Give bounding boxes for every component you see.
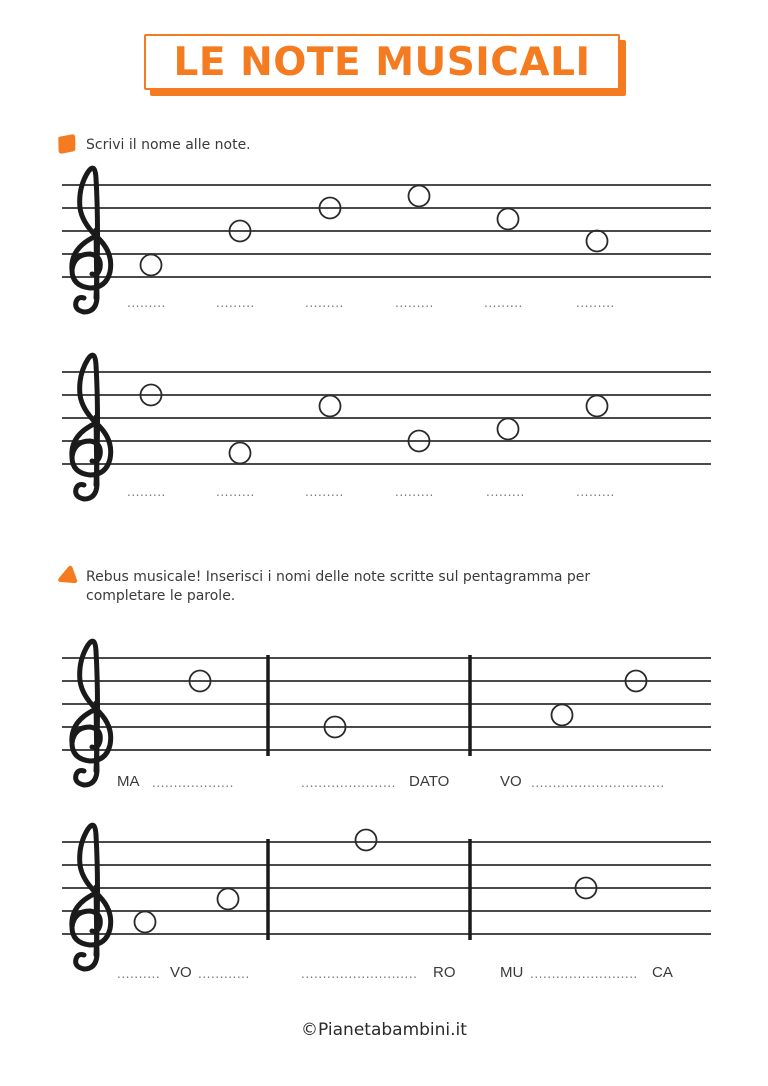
word-prefix: VO xyxy=(500,773,522,790)
staff-2 xyxy=(62,372,711,464)
word-suffix: RO xyxy=(433,964,456,981)
footer-copyright: ©Pianetabambini.it xyxy=(301,1020,467,1040)
answer-blank[interactable]: ......... xyxy=(216,296,255,310)
answer-blank[interactable]: ......... xyxy=(305,485,344,499)
word-suffix: DATO xyxy=(409,773,450,790)
word-prefix: MA xyxy=(117,773,140,790)
answer-blank[interactable]: ......... xyxy=(395,296,434,310)
treble-clef-icon xyxy=(72,641,111,785)
exercise1-instruction: Scrivi il nome alle note. xyxy=(86,137,251,153)
exercise2-instruction-line1: Rebus musicale! Inserisci i nomi delle note scritte sul pentagramma per xyxy=(86,569,591,585)
treble-clef-icon xyxy=(72,825,111,969)
answer-blank[interactable]: ......... xyxy=(576,485,615,499)
word-blank[interactable]: .......... xyxy=(117,967,161,981)
word-blank[interactable]: ......................... xyxy=(530,967,638,981)
answer-blank[interactable]: ......... xyxy=(576,296,615,310)
answer-blank[interactable]: ......... xyxy=(484,296,523,310)
word-suffix: CA xyxy=(652,964,673,981)
answer-blank[interactable]: ......... xyxy=(395,485,434,499)
answer-blank[interactable]: ......... xyxy=(216,485,255,499)
staff-4-notes xyxy=(135,830,597,933)
word-blank[interactable]: ........................... xyxy=(301,967,418,981)
word-blank[interactable]: ...................... xyxy=(301,776,396,790)
staff-3-barlines xyxy=(268,655,470,756)
staff-4-barlines xyxy=(268,839,470,940)
answer-blank[interactable]: ......... xyxy=(127,485,166,499)
staff-4 xyxy=(62,842,711,934)
treble-clef-icon xyxy=(72,168,111,312)
word-middle: VO xyxy=(170,964,192,981)
answer-blank[interactable]: ......... xyxy=(305,296,344,310)
word-blank[interactable]: ............ xyxy=(198,967,250,981)
page-title: LE NOTE MUSICALI xyxy=(173,39,591,85)
staff-2-notes xyxy=(141,385,608,464)
word-prefix: MU xyxy=(500,964,524,981)
staff-3 xyxy=(62,658,711,750)
word-blank[interactable]: ............................... xyxy=(531,776,665,790)
treble-clef-icon xyxy=(72,355,111,499)
answer-blank[interactable]: ......... xyxy=(127,296,166,310)
word-blank[interactable]: ................... xyxy=(152,776,234,790)
answer-blank[interactable]: ......... xyxy=(486,485,525,499)
staff-1 xyxy=(62,185,711,277)
exercise2-instruction-line2: completare le parole. xyxy=(86,588,236,604)
